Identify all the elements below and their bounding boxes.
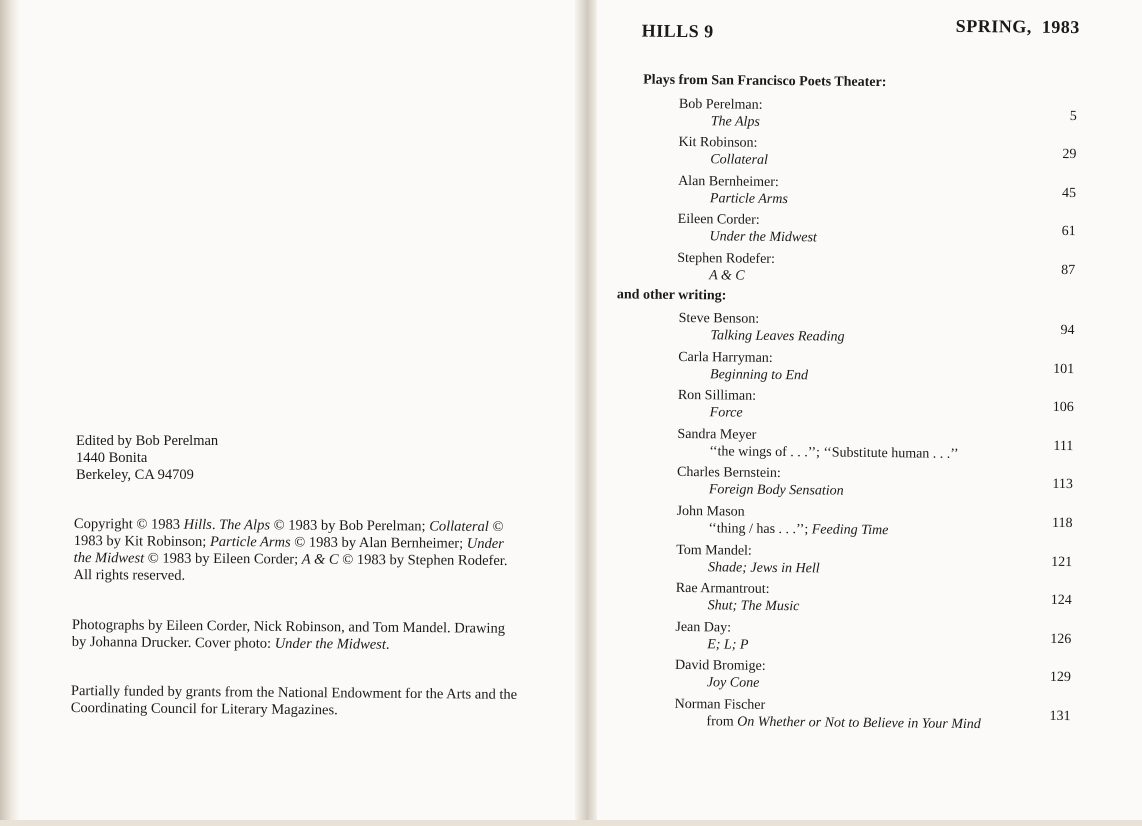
toc-title-italic: Shut; The Music <box>707 598 800 615</box>
toc-title <box>677 267 775 285</box>
copyright-title: A & C <box>301 551 339 568</box>
toc-title <box>677 228 816 246</box>
copyright-title: Collateral <box>429 518 489 535</box>
funding-text: Partially funded by grants from the National Endowment for the Arts and the Coordinating Council for Literary Magazines. <box>70 683 518 719</box>
toc-title <box>678 404 756 422</box>
toc-title-italic: On Whether or Not to Believe in Your Mind <box>737 714 981 733</box>
toc-page-number: 5 <box>1069 109 1077 125</box>
magazine-name: Hills <box>183 516 212 533</box>
toc-title <box>675 674 766 692</box>
toc-title-italic: Force <box>709 405 743 421</box>
toc-entry <box>676 503 888 539</box>
toc-author: Jean Day: <box>675 619 732 636</box>
toc-author: Carla Harryman: <box>678 349 773 366</box>
toc-title-plain: ‘‘the wings of . . .’’; ‘‘Substitute human . . .’’ <box>709 444 959 462</box>
table-of-contents <box>581 0 1142 826</box>
photo-credits-end: . <box>385 636 390 653</box>
toc-title <box>676 520 888 539</box>
toc-entry <box>678 173 788 208</box>
toc-author: Ron Silliman: <box>677 388 757 404</box>
toc-author: Tom Mandel: <box>676 542 752 559</box>
copyright-note: © 1983 by Stephen Rodefer. <box>338 551 508 570</box>
toc-page-number: 106 <box>1052 400 1074 416</box>
toc-title <box>674 713 981 733</box>
toc-entry <box>677 426 959 463</box>
toc-entry <box>678 134 768 169</box>
toc-entry <box>678 387 757 422</box>
toc-author: Norman Fischer <box>674 696 766 713</box>
toc-author: Charles Bernstein: <box>676 465 781 482</box>
toc-title-italic: Talking Leaves Reading <box>710 328 845 345</box>
toc-title <box>677 481 844 500</box>
toc-author: Steve Benson: <box>678 310 760 327</box>
toc-title <box>675 636 748 654</box>
toc-title-italic: Under the Midwest <box>709 229 817 246</box>
toc-author: Bob Perelman: <box>678 96 763 113</box>
toc-title <box>678 190 788 208</box>
copyright-title: Particle Arms <box>209 533 291 551</box>
copyright-notice: Copyright © 1983 Hills. The Alps © 1983 by Bob Perelman; Collateral © 1983 by Kit Robinson; Particle Arms © 1983 by Alan Bernheimer; Under the Midwest © 1983 by Eileen Corder; A & C © 1983 by Stephen Rodefer. All rights reserved. <box>74 516 522 587</box>
copyright-note: © 1983 by Kit Robinson; <box>73 518 504 550</box>
copyright-note: © 1983 by Eileen Corder; <box>144 550 302 568</box>
toc-page-number: 118 <box>1051 515 1073 532</box>
page-edge-shadow <box>0 0 20 820</box>
toc-author: Eileen Corder: <box>677 211 760 228</box>
issue-date: SPRING, 1983 <box>955 15 1080 38</box>
toc-title <box>678 366 808 384</box>
copyright-note: © 1983 by Bob Perelman; <box>269 517 430 535</box>
toc-entry <box>678 310 844 346</box>
toc-page-number: 87 <box>1061 262 1076 279</box>
copyright-title: Under the Midwest <box>73 535 504 567</box>
photo-credits-text: Photographs by Eileen Corder, Nick Robinson, and Tom Mandel. Drawing by Johanna Drucker. Cover photo: <box>71 617 506 652</box>
toc-author: Rae Armantrout: <box>675 581 770 598</box>
toc-title-italic: Collateral <box>710 152 768 168</box>
toc-page-number: 126 <box>1050 631 1072 647</box>
toc-page-number: 131 <box>1049 708 1071 725</box>
toc-title <box>678 151 768 169</box>
toc-page-number: 45 <box>1061 185 1077 202</box>
toc-title <box>679 113 763 131</box>
address-line: Edited by Bob Perelman <box>76 433 219 449</box>
toc-title-plain: from <box>706 714 738 730</box>
toc-title <box>676 559 820 578</box>
toc-author: David Bromige: <box>674 658 766 675</box>
toc-title <box>677 443 959 463</box>
contents-rotated <box>581 0 1142 826</box>
editor-address <box>76 433 218 484</box>
toc-title-italic: Beginning to End <box>710 366 809 383</box>
toc-title-italic: Feeding Time <box>811 522 889 539</box>
photo-credits <box>72 617 520 655</box>
toc-entry <box>677 211 817 246</box>
issue-title: HILLS 9 <box>641 20 714 42</box>
toc-title-italic: Particle Arms <box>709 191 788 208</box>
toc-page-number: 121 <box>1051 554 1073 570</box>
contents-page <box>590 0 1142 820</box>
toc-page-number: 129 <box>1049 670 1072 686</box>
toc-entry <box>675 657 766 692</box>
toc-author: Sandra Meyer <box>677 426 757 443</box>
section-heading-plays: Plays from San Francisco Poets Theater: <box>643 72 887 91</box>
rights-reserved: All rights reserved. <box>73 566 186 584</box>
toc-entry <box>678 349 808 384</box>
funding-note <box>71 683 521 721</box>
toc-title <box>678 327 844 346</box>
toc-title-italic: Joy Cone <box>706 675 760 692</box>
toc-title-italic: Shade; Jews in Hell <box>707 559 820 577</box>
toc-author: Kit Robinson: <box>678 134 758 151</box>
toc-entry <box>679 96 763 131</box>
toc-page-number: 113 <box>1052 477 1074 493</box>
toc-page-number: 61 <box>1061 223 1076 240</box>
copyright-note: © 1983 by Alan Bernheimer; <box>290 534 467 552</box>
toc-author: Stephen Rodefer: <box>677 250 775 267</box>
toc-page-number: 101 <box>1053 361 1075 377</box>
toc-title-italic: Foreign Body Sensation <box>708 482 844 500</box>
address-line: Berkeley, CA 94709 <box>76 467 194 483</box>
toc-title-italic: E; L; P <box>707 637 749 653</box>
toc-title-italic: The Alps <box>710 114 760 130</box>
toc-page-number: 111 <box>1053 438 1074 454</box>
toc-page-number: 124 <box>1050 593 1072 609</box>
address-line: 1440 Bonita <box>76 450 148 466</box>
toc-author: Alan Bernheimer: <box>678 173 779 190</box>
toc-author: John Mason <box>676 503 745 520</box>
toc-page-number: 29 <box>1062 146 1077 163</box>
toc-entry <box>674 696 981 733</box>
toc-entry <box>677 250 775 285</box>
cover-photo-title: Under the Midwest <box>274 635 386 653</box>
toc-entry <box>676 580 800 615</box>
copyright-title: The Alps <box>219 517 271 534</box>
toc-title <box>676 597 800 615</box>
copyright-prefix: Copyright © 1983 <box>73 516 184 533</box>
toc-page-number: 94 <box>1060 322 1075 339</box>
toc-entry <box>677 464 844 500</box>
toc-entry <box>676 542 820 578</box>
section-heading-other: and other writing: <box>616 287 727 304</box>
toc-title-italic: A & C <box>709 268 745 284</box>
toc-entry <box>675 619 749 654</box>
toc-title-plain: ‘‘thing / has . . .’’; <box>708 521 812 538</box>
